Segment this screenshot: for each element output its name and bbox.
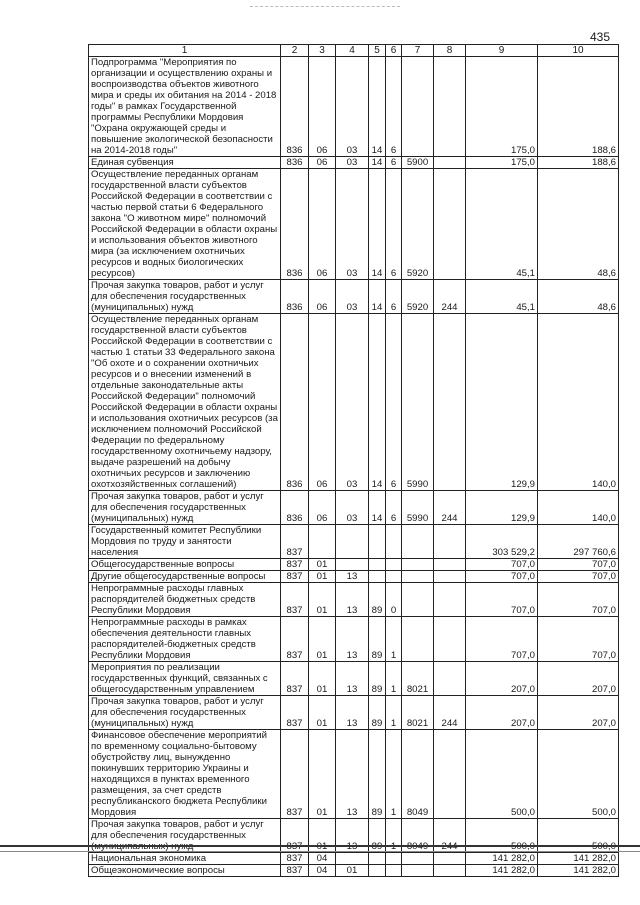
row-name: Другие общегосударственные вопросы <box>89 571 281 583</box>
target-code: 5990 <box>402 314 434 491</box>
subprogram-code: 6 <box>386 169 402 280</box>
chapter-code: 836 <box>281 280 309 314</box>
table-row <box>89 662 619 696</box>
amount-year2: 188,6 <box>538 157 619 169</box>
subprogram-code: 6 <box>386 314 402 491</box>
subsection-code <box>336 819 369 853</box>
row-name: Непрограммные расходы в рамках обеспечения деятельности главных распорядителей-бюджетных средств Республики Мордовия <box>89 617 281 662</box>
expense-type-code <box>434 617 466 662</box>
expense-type-code <box>434 314 466 491</box>
amount-year2: 48,6 <box>538 280 619 314</box>
chapter-code: 837 <box>281 559 309 571</box>
subprogram-code <box>386 853 402 865</box>
table-row <box>89 280 619 314</box>
section-code <box>309 819 336 853</box>
subsection-code: 13 <box>336 730 369 819</box>
col-header: 3 <box>309 45 336 57</box>
chapter-code: 836 <box>281 491 309 525</box>
section-code: 06 <box>309 57 336 157</box>
program-code: 14 <box>369 280 386 314</box>
budget-table <box>88 44 619 877</box>
chapter-code: 837 <box>281 696 309 730</box>
section-code: 06 <box>309 157 336 169</box>
target-code <box>402 865 434 877</box>
amount-year1: 45,1 <box>466 280 538 314</box>
row-name: Непрограммные расходы главных распорядителей бюджетных средств Республики Мордовия <box>89 583 281 617</box>
amount-year2: 140,0 <box>538 491 619 525</box>
amount-year1: 500,0 <box>466 730 538 819</box>
amount-year1: 207,0 <box>466 696 538 730</box>
subsection-code: 13 <box>336 571 369 583</box>
row-name: Осуществление переданных органам государственной власти субъектов Российской Федерации в соответствии с частью первой статьи 6 Федерального закона "О животном мире" полномочий Российской Федерации в области охраны и использования объектов животного мира (за исключением охотничьих ресурсов и водных биологических ресурсов) <box>89 169 281 280</box>
col-header: 6 <box>386 45 402 57</box>
target-code <box>402 819 434 853</box>
subsection-code: 13 <box>336 583 369 617</box>
row-name: Общеэкономические вопросы <box>89 865 281 877</box>
program-code: 89 <box>369 662 386 696</box>
program-code: 14 <box>369 491 386 525</box>
amount-year2: 500,0 <box>538 730 619 819</box>
col-header: 2 <box>281 45 309 57</box>
expense-type-code <box>434 583 466 617</box>
subsection-code: 13 <box>336 617 369 662</box>
section-code: 04 <box>309 853 336 865</box>
amount-year2: 141 282,0 <box>538 853 619 865</box>
page-bottom-line <box>0 851 640 852</box>
target-code <box>402 559 434 571</box>
chapter-code: 837 <box>281 583 309 617</box>
program-code: 89 <box>369 617 386 662</box>
section-code: 01 <box>309 696 336 730</box>
expense-type-code <box>434 525 466 559</box>
section-code: 01 <box>309 583 336 617</box>
chapter-code: 837 <box>281 853 309 865</box>
row-name: Осуществление переданных органам государственной власти субъектов Российской Федерации в соответствии с частью 1 статьи 33 Федерального закона "Об охоте и о сохранении охотничьих ресурсов и о внесении изменений в отдельные законодательные акты Российской Федерации" полномочий Российской Федерации в области охраны и использования охотничьих ресурсов (за исключением полномочий Российской Федерации по федеральному государственному охотничьему надзору, выдаче разрешений на добычу охотничьих ресурсов и заключению охотхозяйственных соглашений) <box>89 314 281 491</box>
expense-type-code <box>434 57 466 157</box>
section-code: 01 <box>309 571 336 583</box>
target-code: 5920 <box>402 169 434 280</box>
amount-year2: 707,0 <box>538 617 619 662</box>
row-name: Прочая закупка товаров, работ и услуг для обеспечения государственных <box>89 819 281 853</box>
expense-type-code <box>434 157 466 169</box>
amount-year2: 188,6 <box>538 57 619 157</box>
col-header: 5 <box>369 45 386 57</box>
chapter-code: 836 <box>281 314 309 491</box>
amount-year1: 707,0 <box>466 583 538 617</box>
expense-type-code <box>434 571 466 583</box>
table-body <box>89 45 619 877</box>
table-row <box>89 525 619 559</box>
amount-year2: 48,6 <box>538 169 619 280</box>
amount-year1 <box>466 819 538 853</box>
program-code: 14 <box>369 314 386 491</box>
subprogram-code <box>386 865 402 877</box>
table-row <box>89 169 619 280</box>
target-code: 5990 <box>402 491 434 525</box>
program-code: 14 <box>369 169 386 280</box>
page-number: 435 <box>590 30 611 44</box>
row-name: Прочая закупка товаров, работ и услуг для обеспечения государственных (муниципальных) нужд <box>89 280 281 314</box>
expense-type-code <box>434 853 466 865</box>
program-code <box>369 819 386 853</box>
amount-year1: 303 529,2 <box>466 525 538 559</box>
page-bottom-line <box>0 845 640 847</box>
amount-year1: 207,0 <box>466 662 538 696</box>
amount-year2: 707,0 <box>538 559 619 571</box>
row-name: Подпрограмма "Мероприятия по организации и осуществлению охраны и воспроизводства объектов животного мира и среды их обитания на 2014 - 2018 годы" в рамках Государственной программы Республики Мордовия "Охрана окружающей среды и повышение экологической безопасности на 2014-2018 годы" <box>89 57 281 157</box>
target-code <box>402 617 434 662</box>
chapter-code: 837 <box>281 662 309 696</box>
amount-year1: 141 282,0 <box>466 853 538 865</box>
target-code: 8021 <box>402 662 434 696</box>
subsection-code: 03 <box>336 57 369 157</box>
target-code <box>402 583 434 617</box>
amount-year2: 707,0 <box>538 583 619 617</box>
subsection-code: 03 <box>336 157 369 169</box>
chapter-code: 837 <box>281 617 309 662</box>
program-code <box>369 853 386 865</box>
chapter-code: 836 <box>281 157 309 169</box>
row-name: Государственный комитет Республики Мордовия по труду и занятости населения <box>89 525 281 559</box>
target-code: 8021 <box>402 696 434 730</box>
target-code: 5900 <box>402 157 434 169</box>
amount-year1: 707,0 <box>466 617 538 662</box>
amount-year2: 207,0 <box>538 662 619 696</box>
section-code: 01 <box>309 662 336 696</box>
subprogram-code: 6 <box>386 157 402 169</box>
program-code: 89 <box>369 583 386 617</box>
program-code: 14 <box>369 157 386 169</box>
program-code: 14 <box>369 57 386 157</box>
target-code: 8049 <box>402 730 434 819</box>
program-code: 89 <box>369 696 386 730</box>
table-row <box>89 617 619 662</box>
subprogram-code: 0 <box>386 583 402 617</box>
subprogram-code <box>386 525 402 559</box>
table-row <box>89 57 619 157</box>
section-code: 01 <box>309 730 336 819</box>
subsection-code: 13 <box>336 696 369 730</box>
table-row <box>89 583 619 617</box>
subsection-code: 03 <box>336 169 369 280</box>
table-row <box>89 819 619 853</box>
expense-type-code <box>434 819 466 853</box>
col-header: 4 <box>336 45 369 57</box>
table-row <box>89 730 619 819</box>
expense-type-code: 244 <box>434 491 466 525</box>
expense-type-code: 244 <box>434 696 466 730</box>
section-code: 01 <box>309 617 336 662</box>
section-code: 06 <box>309 169 336 280</box>
amount-year2: 140,0 <box>538 314 619 491</box>
table-row <box>89 491 619 525</box>
col-header: 7 <box>402 45 434 57</box>
section-code: 06 <box>309 314 336 491</box>
table-row <box>89 559 619 571</box>
program-code <box>369 525 386 559</box>
row-name: Единая субвенция <box>89 157 281 169</box>
amount-year1: 707,0 <box>466 559 538 571</box>
header-row <box>89 45 619 57</box>
col-header: 8 <box>434 45 466 57</box>
program-code: 89 <box>369 730 386 819</box>
table-row <box>89 853 619 865</box>
subsection-code: 03 <box>336 314 369 491</box>
subsection-code <box>336 853 369 865</box>
col-header: 10 <box>538 45 619 57</box>
target-code <box>402 57 434 157</box>
chapter-code <box>281 819 309 853</box>
table-row <box>89 157 619 169</box>
chapter-code: 837 <box>281 571 309 583</box>
target-code: 5920 <box>402 280 434 314</box>
chapter-code: 836 <box>281 57 309 157</box>
table-row <box>89 865 619 877</box>
subsection-code: 03 <box>336 280 369 314</box>
amount-year1: 175,0 <box>466 57 538 157</box>
amount-year2: 141 282,0 <box>538 865 619 877</box>
chapter-code: 837 <box>281 730 309 819</box>
subprogram-code: 6 <box>386 491 402 525</box>
section-code: 06 <box>309 491 336 525</box>
target-code <box>402 571 434 583</box>
amount-year1: 707,0 <box>466 571 538 583</box>
col-header: 9 <box>466 45 538 57</box>
amount-year1: 141 282,0 <box>466 865 538 877</box>
subprogram-code: 6 <box>386 280 402 314</box>
amount-year1: 129,9 <box>466 491 538 525</box>
amount-year1: 45,1 <box>466 169 538 280</box>
expense-type-code <box>434 865 466 877</box>
program-code <box>369 865 386 877</box>
subsection-code: 01 <box>336 865 369 877</box>
scan-artifact <box>250 6 400 8</box>
target-code <box>402 853 434 865</box>
expense-type-code <box>434 730 466 819</box>
subsection-code <box>336 525 369 559</box>
expense-type-code <box>434 559 466 571</box>
subprogram-code: 1 <box>386 696 402 730</box>
section-code: 01 <box>309 559 336 571</box>
amount-year2: 297 760,6 <box>538 525 619 559</box>
amount-year2: 207,0 <box>538 696 619 730</box>
row-name: Общегосударственные вопросы <box>89 559 281 571</box>
amount-year1: 129,9 <box>466 314 538 491</box>
row-name: Национальная экономика <box>89 853 281 865</box>
amount-year1: 175,0 <box>466 157 538 169</box>
expense-type-code <box>434 169 466 280</box>
subprogram-code <box>386 819 402 853</box>
table-row <box>89 314 619 491</box>
section-code: 04 <box>309 865 336 877</box>
subprogram-code <box>386 559 402 571</box>
section-code <box>309 525 336 559</box>
expense-type-code: 244 <box>434 280 466 314</box>
row-name: Финансовое обеспечение мероприятий по временному социально-бытовому обустройству лиц, вынужденно покинувших территорию Украины и находящихся в пунктах временного размещения, за счет средств республиканского бюджета Республики Мордовия <box>89 730 281 819</box>
amount-year2: 707,0 <box>538 571 619 583</box>
subsection-code: 03 <box>336 491 369 525</box>
target-code <box>402 525 434 559</box>
row-name: Прочая закупка товаров, работ и услуг для обеспечения государственных (муниципальных) нужд <box>89 696 281 730</box>
expense-type-code <box>434 662 466 696</box>
subsection-code <box>336 559 369 571</box>
table-row <box>89 696 619 730</box>
program-code <box>369 571 386 583</box>
subsection-code: 13 <box>336 662 369 696</box>
subprogram-code <box>386 571 402 583</box>
program-code <box>369 559 386 571</box>
chapter-code: 836 <box>281 169 309 280</box>
subprogram-code: 1 <box>386 617 402 662</box>
col-header: 1 <box>89 45 281 57</box>
amount-year2 <box>538 819 619 853</box>
subprogram-code: 1 <box>386 662 402 696</box>
table-row <box>89 571 619 583</box>
section-code: 06 <box>309 280 336 314</box>
chapter-code: 837 <box>281 525 309 559</box>
row-name: Мероприятия по реализации государственных функций, связанных с общегосударственным управлением <box>89 662 281 696</box>
chapter-code: 837 <box>281 865 309 877</box>
subprogram-code: 1 <box>386 730 402 819</box>
subprogram-code: 6 <box>386 57 402 157</box>
row-name: Прочая закупка товаров, работ и услуг для обеспечения государственных (муниципальных) нужд <box>89 491 281 525</box>
